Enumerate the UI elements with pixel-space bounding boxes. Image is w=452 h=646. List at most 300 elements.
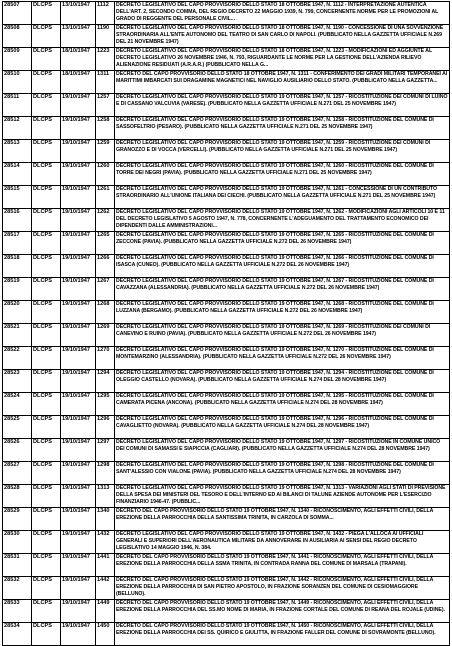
act-title: DECRETO LEGISLATIVO DEL CAPO PROVVISORIO DELLO STATO 19 OTTOBRE 1947, N. 1265 - RICOSTITUZIONE DEL COMUNE DI ZECCONE (PAVIA). (PUBBLICATO NELLA GAZZETTA UFFICIALE N.272 DEL 26 NOVEMBRE 1947): [116, 232, 434, 245]
act-title: DECRETO DEL CAPO PROVVISORIO DELLO STATO 19 OTTOBRE 1947, N. 1441 - RICONOSCIMENTO, AGLI EFFETTI CIVILI, DELLA EREZIONE DELLA PARROCCHIA DELLA SSMA TRINITA, IN CONTRADA RANNA DEL COMUNE DI MARSALA (TRAPANI).: [116, 554, 434, 567]
act-code: 1261: [97, 186, 110, 192]
act-title: DECRETO LEGISLATIVO DEL CAPO PROVVISORIO DELLO STATO 19 OTTOBRE 1947, N. 1296 - RICOSTITUZIONE DEL COMUNE DI CAVAGLIETTO (NOVARA). (PUBBLICATO NELLA GAZZETTA UFFICIALE N.274 DEL 28 NOVEMBRE 1947): [116, 416, 434, 429]
act-date-cell: [61, 25, 96, 48]
act-title-cell: [115, 577, 450, 600]
act-title: DECRETO LEGISLATIVO DEL CAPO PROVVISORIO DELLO STATO 19 OTTOBRE 1947, N. 1268 - RICOSTITUZIONE DEL COMUNE DI LUZZANA (BERGAMO). (PUBBLICATO NELLA GAZZETTA UFFICIALE N.272 DEL 26 NOVEMBRE 1947): [116, 301, 434, 314]
act-type-cell: [32, 347, 61, 370]
act-code-cell: [96, 278, 115, 301]
act-code-cell: [96, 71, 115, 94]
act-code: 1441: [97, 554, 110, 560]
entry-number-cell: [3, 508, 32, 531]
act-type: DLCPS: [33, 71, 52, 77]
act-type-cell: [32, 531, 61, 554]
act-date-cell: [61, 508, 96, 531]
act-code: 1311: [97, 71, 110, 77]
entry-number-cell: [3, 393, 32, 416]
entry-number: 28516: [4, 209, 20, 215]
act-type-cell: [32, 94, 61, 117]
entry-number: 28528: [4, 485, 20, 491]
act-title-cell: [115, 48, 450, 71]
act-code-cell: [96, 623, 115, 646]
act-code-cell: [96, 186, 115, 209]
entry-number: 28507: [4, 2, 20, 8]
act-code-cell: [96, 485, 115, 508]
act-date: 19/10/1947: [62, 531, 90, 537]
act-title-cell: [115, 370, 450, 393]
act-date: 19/10/1947: [62, 255, 90, 261]
table-row: [3, 186, 450, 209]
table-row: [3, 347, 450, 370]
act-code: 1265: [97, 232, 110, 238]
table-row: [3, 117, 450, 140]
act-title-cell: [115, 600, 450, 623]
act-title-cell: [115, 347, 450, 370]
act-date-cell: [61, 163, 96, 186]
act-code-cell: [96, 462, 115, 485]
entry-number: 28509: [4, 48, 20, 54]
act-date-cell: [61, 577, 96, 600]
entry-number-cell: [3, 439, 32, 462]
table-row: [3, 600, 450, 623]
entry-number: 28520: [4, 301, 20, 307]
act-type-cell: [32, 600, 61, 623]
act-date: 19/10/1947: [62, 370, 90, 376]
act-date: 19/10/1947: [62, 393, 90, 399]
entry-number: 28533: [4, 600, 20, 606]
act-type: DLCPS: [33, 117, 52, 123]
entry-number-cell: [3, 531, 32, 554]
act-date: 19/10/1947: [62, 623, 90, 629]
entry-number: 28519: [4, 278, 20, 284]
act-date: 13/10/1947: [62, 25, 90, 31]
act-title: DECRETO DEL CAPO PROVVISORIO DELLO STATO 19 OTTOBRE 1947, N. 1340 - RICONOSCIMENTO, AGLI EFFETTI CIVILI, DELLA EREZIONE DELLA PARROCCHIA DELLA SANTISSIMA TRINITA, IN CARZOLA DI SOMMA...: [116, 508, 434, 521]
entry-number-cell: [3, 577, 32, 600]
act-code: 1259: [97, 140, 110, 146]
act-code-cell: [96, 347, 115, 370]
act-type: DLCPS: [33, 25, 52, 31]
act-type-cell: [32, 485, 61, 508]
act-type-cell: [32, 416, 61, 439]
act-date-cell: [61, 531, 96, 554]
act-title-cell: [115, 462, 450, 485]
entry-number-cell: [3, 209, 32, 232]
act-title: DECRETO LEGISLATIVO DEL CAPO PROVVISORIO DELLO STATO 19 OTTOBRE 1947, N. 1294 - RICOSTITUZIONE DEL COMUNE DI OLEGGIO CASTELLO (NOVARA). (PUBBLICATO NELLA GAZZETTA UFFICIALE N.274 DEL 28 NOVEMBRE 1947): [116, 370, 434, 383]
act-date-cell: [61, 117, 96, 140]
act-title: DECRETO LEGISLATIVO DEL CAPO PROVVISORIO DELLO STATO 19 OTTOBRE 1947, N. 1257 - RICOSTITUZIONE DEI COMUNI DI LUINO E DI CASSANO VALCUVIA (VARESE). (PUBBLICATO NELLA GAZZETTA UFFICIALE N.271 DEL 25 NOVEMBRE 1947): [116, 94, 448, 107]
act-code-cell: [96, 439, 115, 462]
act-title-cell: [115, 25, 450, 48]
act-type-cell: [32, 71, 61, 94]
entry-number: 28524: [4, 393, 20, 399]
table-row: [3, 232, 450, 255]
act-code-cell: [96, 393, 115, 416]
entry-number: 28518: [4, 255, 20, 261]
act-type-cell: [32, 278, 61, 301]
act-code: 1266: [97, 255, 110, 261]
act-date-cell: [61, 485, 96, 508]
act-code: 1294: [97, 370, 110, 376]
act-type: DLCPS: [33, 232, 52, 238]
entry-number-cell: [3, 462, 32, 485]
act-date-cell: [61, 600, 96, 623]
act-code-cell: [96, 531, 115, 554]
entry-number-cell: [3, 232, 32, 255]
entry-number-cell: [3, 140, 32, 163]
act-title: DECRETO LEGISLATIVO DEL CAPO PROVVISORIO DELLO STATO 19 OTTOBRE 1947, N. 1432 - PIEGA L'ALLOCA AI UFFICIALI GENERALI E SUPERIORI DELL'AERONAUTICA MILITARE DA ANNOVERARE IN AUSILIARIA AI SENSI DEL REGIO DECRETO LEGISLATIVO 14 MAGGIO 1946, N. 384.: [116, 531, 424, 551]
table-row: [3, 531, 450, 554]
act-code: 1258: [97, 117, 110, 123]
act-type: DLCPS: [33, 278, 52, 284]
act-title: DECRETO LEGISLATIVO DEL CAPO PROVVISORIO DELLO STATO 19 OTTOBRE 1947, N. 1270 - RICOSTITUZIONE DEL COMUNE DI MONTEMARZINO (ALESSANDRIA). (PUBBLICATO NELLA GAZZETTA UFFICIALE N.272 DEL 26 NOVEMBRE 1947): [116, 347, 434, 360]
table-row: [3, 71, 450, 94]
entry-number: 28508: [4, 25, 20, 31]
act-title: DECRETO LEGISLATIVO DEL CAPO PROVVISORIO DELLO STATO 19 OTTOBRE 1947, N. 1298 - RICOSTITUZIONE DEL COMUNE DI SANT'ALESSIO CON VIALONE (PAVIA). (PUBBLICATO NELLA GAZZETTA UFFICIALE N.274 DEL 28 NOVEMBRE 1947): [116, 462, 434, 475]
entry-number-cell: [3, 554, 32, 577]
act-date-cell: [61, 324, 96, 347]
act-title: DECRETO LEGISLATIVO DEL CAPO PROVVISORIO DELLO STATO 19 OTTOBRE 1947, N. 1259 - RICOSTITUZIONE DEI COMUNI DI GRANOZZO E DI VOCCA (VERCELLI). (PUBBLICATO NELLA GAZZETTA UFFICIALE N.271 DEL 25 NOVEMBRE 1947): [116, 140, 431, 153]
act-date: 19/10/1947: [62, 439, 90, 445]
entry-number-cell: [3, 71, 32, 94]
entry-number-cell: [3, 324, 32, 347]
act-title-cell: [115, 232, 450, 255]
entry-number-cell: [3, 347, 32, 370]
act-date-cell: [61, 301, 96, 324]
act-date: 19/10/1947: [62, 163, 90, 169]
entry-number-cell: [3, 186, 32, 209]
act-code-cell: [96, 94, 115, 117]
act-title-cell: [115, 94, 450, 117]
act-date-cell: [61, 232, 96, 255]
act-code-cell: [96, 2, 115, 25]
act-date-cell: [61, 347, 96, 370]
act-code: 1268: [97, 301, 110, 307]
entry-number: 28534: [4, 623, 20, 629]
act-type-cell: [32, 577, 61, 600]
table-row: [3, 255, 450, 278]
act-title-cell: [115, 393, 450, 416]
act-date: 19/10/1947: [62, 485, 90, 491]
table-row: [3, 278, 450, 301]
act-date: 18/10/1947: [62, 71, 90, 77]
act-type-cell: [32, 140, 61, 163]
act-title-cell: [115, 623, 450, 646]
table-row: [3, 48, 450, 71]
act-date-cell: [61, 255, 96, 278]
table-row: [3, 393, 450, 416]
act-date-cell: [61, 186, 96, 209]
act-title: DECRETO LEGISLATIVO DEL CAPO PROVVISORIO DELLO STATO 19 OTTOBRE 1947, N. 1261 - CONCESSIONE DI UN CONTRIBUTO STRAORDINARIO ALL'UNIONE ITALIANA DEI CIECHI. (PUBBLICATO NELLA GAZZETTA UFFICIALE N.271 DEL 25 NOVEMBRE 1947): [116, 186, 437, 199]
act-code-cell: [96, 324, 115, 347]
act-code-cell: [96, 48, 115, 71]
act-title: DECRETO LEGISLATIVO DEL CAPO PROVVISORIO DELLO STATO 19 OTTOBRE 1947, N. 1269 - RICOSTITUZIONE DEI COMUNI DI CANEVINO E RUINO (PAVIA). (PUBBLICATO NELLA GAZZETTA UFFICIALE N.272 DEL 26 NOVEMBRE 1947): [116, 324, 431, 337]
act-code-cell: [96, 508, 115, 531]
act-code: 1260: [97, 163, 110, 169]
act-date-cell: [61, 370, 96, 393]
act-code: 1257: [97, 94, 110, 100]
table-row: [3, 485, 450, 508]
act-type: DLCPS: [33, 393, 52, 399]
act-title: DECRETO LEGISLATIVO DEL CAPO PROVVISORIO DELLO STATO 19 OTTOBRE 1947, N. 1260 - RICOSTITUZIONE DEL COMUNE DI TORRE DEI NEGRI (PAVIA). (PUBBLICATO NELLA GAZZETTA UFFICIALE N.271 DEL 25 NOVEMBRE 1947): [116, 163, 434, 176]
entry-number: 28515: [4, 186, 20, 192]
act-title: DECRETO LEGISLATIVO DEL CAPO PROVVISORIO DELLO STATO 18 OTTOBRE 1947, N. 1190 - CONCESSIONE DI UNA SOVVENZIONE STRAORDINARIA ALL'ENTE AUTONOMO DEL TEATRO DI SAN CARLO DI NAPOLI. (PUBBLICATO NELLA GAZZETTA UFFICIALE N.269 DEL 21 NOVEMBRE 1947): [116, 25, 444, 45]
entry-number-cell: [3, 94, 32, 117]
act-date-cell: [61, 278, 96, 301]
act-code-cell: [96, 600, 115, 623]
act-title-cell: [115, 301, 450, 324]
act-type-cell: [32, 508, 61, 531]
act-date: 19/10/1947: [62, 232, 90, 238]
act-date-cell: [61, 140, 96, 163]
table-row: [3, 577, 450, 600]
table-row: [3, 163, 450, 186]
act-code: 1298: [97, 462, 110, 468]
entry-number: 28527: [4, 462, 20, 468]
entry-number-cell: [3, 25, 32, 48]
entry-number-cell: [3, 370, 32, 393]
entry-number: 28517: [4, 232, 20, 238]
act-title: DECRETO LEGISLATIVO DEL CAPO PROVVISORIO DELLO STATO 19 OTTOBRE 1947, N. 1258 - RICOSTITUZIONE DEL COMUNE DI SASSOFELTRIO (PESARO). (PUBBLICATO NELLA GAZZETTA UFFICIALE N.271 DEL 25 NOVEMBRE 1947): [116, 117, 434, 130]
act-type-cell: [32, 439, 61, 462]
act-title-cell: [115, 485, 450, 508]
entry-number: 28526: [4, 439, 20, 445]
entry-number-cell: [3, 600, 32, 623]
act-title: DECRETO LEGISLATIVO DEL CAPO PROVVISORIO DELLO STATO 19 OTTOBRE 1947, N. 1262 - MODIFICAZIONI AGLI ARTICOLI 10 E 11 DEL DECRETO LEGISLATIVO 5 AGOSTO 1947, N. 778, CONCERNENTE L'ADEGUAMENTO DEL TRATTAMENTO ECONOMICO DEI DIPENDENTI DALLE AMMINISTRAZIONI...: [116, 209, 445, 229]
act-type: DLCPS: [33, 370, 52, 376]
act-date-cell: [61, 439, 96, 462]
act-date-cell: [61, 462, 96, 485]
act-type-cell: [32, 301, 61, 324]
act-date: 19/10/1947: [62, 600, 90, 606]
act-date: 19/10/1947: [62, 554, 90, 560]
act-type: DLCPS: [33, 163, 52, 169]
act-date-cell: [61, 623, 96, 646]
act-type: DLCPS: [33, 94, 52, 100]
act-type: DLCPS: [33, 48, 52, 54]
act-code: 1295: [97, 393, 110, 399]
act-type: DLCPS: [33, 508, 52, 514]
act-type-cell: [32, 623, 61, 646]
act-date: 19/10/1947: [62, 278, 90, 284]
entry-number: 28521: [4, 324, 20, 330]
act-code-cell: [96, 370, 115, 393]
act-date-cell: [61, 393, 96, 416]
act-date: 19/10/1947: [62, 462, 90, 468]
entry-number: 28510: [4, 71, 20, 77]
act-code: 1190: [97, 25, 110, 31]
act-date: 19/10/1947: [62, 508, 90, 514]
act-code-cell: [96, 301, 115, 324]
entry-number-cell: [3, 416, 32, 439]
act-code-cell: [96, 140, 115, 163]
act-code: 1296: [97, 416, 110, 422]
table-row: [3, 508, 450, 531]
act-code: 1223: [97, 48, 110, 54]
entry-number-cell: [3, 48, 32, 71]
act-title: DECRETO LEGISLATIVO DEL CAPO PROVVISORIO DELLO STATO 19 OTTOBRE 1947, N. 1266 - RICOSTITUZIONE DEL COMUNE DI ISASCA (CUNEO). (PUBBLICATO NELLA GAZZETTA UFFICIALE N.272 DEL 26 NOVEMBRE 1947): [116, 255, 434, 268]
act-date: 19/10/1947: [62, 416, 90, 422]
act-type-cell: [32, 163, 61, 186]
table-row: [3, 25, 450, 48]
act-type-cell: [32, 25, 61, 48]
act-type-cell: [32, 462, 61, 485]
act-type: DLCPS: [33, 577, 52, 583]
act-code: 1449: [97, 600, 110, 606]
act-code: 1269: [97, 324, 110, 330]
act-code: 1313: [97, 485, 110, 491]
act-type: DLCPS: [33, 600, 52, 606]
act-title-cell: [115, 209, 450, 232]
act-title: DECRETO LEGISLATIVO DEL CAPO PROVVISORIO DELLO STATO 19 OTTOBRE 1947, N. 1297 - RICOSTITUZIONE IN COMUNE UNICO DEI COMUNI DI SAMASSI E SIAPICCIA (CAGLIARI). (PUBBLICATO NELLA GAZZETTA UFFICIALE N.274 DEL 28 NOVEMBRE 1947): [116, 439, 441, 452]
decree-register-table: [2, 1, 450, 646]
act-code-cell: [96, 163, 115, 186]
entry-number: 28512: [4, 117, 20, 123]
act-code: 1262: [97, 209, 110, 215]
act-type-cell: [32, 324, 61, 347]
act-date: 19/10/1947: [62, 94, 90, 100]
table-row: [3, 370, 450, 393]
act-code: 1442: [97, 577, 110, 583]
table-row: [3, 462, 450, 485]
entry-number-cell: [3, 255, 32, 278]
act-date: 19/10/1947: [62, 577, 90, 583]
act-code: 1432: [97, 531, 110, 537]
act-code-cell: [96, 209, 115, 232]
table-row: [3, 324, 450, 347]
act-date: 18/10/1947: [62, 48, 90, 54]
act-date: 19/10/1947: [62, 301, 90, 307]
act-date-cell: [61, 2, 96, 25]
act-title-cell: [115, 416, 450, 439]
entry-number: 28513: [4, 140, 20, 146]
act-title-cell: [115, 71, 450, 94]
act-code-cell: [96, 577, 115, 600]
act-type: DLCPS: [33, 301, 52, 307]
act-type-cell: [32, 370, 61, 393]
entry-number-cell: [3, 485, 32, 508]
act-code: 1112: [97, 2, 109, 8]
act-type: DLCPS: [33, 186, 52, 192]
entry-number: 28511: [4, 94, 20, 100]
act-code-cell: [96, 255, 115, 278]
act-title-cell: [115, 439, 450, 462]
act-type: DLCPS: [33, 140, 52, 146]
act-title: DECRETO LEGISLATIVO DEL CAPO PROVVISORIO DELLO STATO 19 OTTOBRE 1947, N. 1295 - RICOSTITUZIONE DEL COMUNE DI CAMERATA PICENA (ANCONA). (PUBBLICATO NELLA GAZZETTA UFFICIALE N.274 DEL 28 NOVEMBRE 1947): [116, 393, 434, 406]
act-title-cell: [115, 255, 450, 278]
act-date: 19/10/1947: [62, 117, 90, 123]
table-row: [3, 416, 450, 439]
act-title: DECRETO LEGISLATIVO DEL CAPO PROVVISORIO DELLO STATO 19 OTTOBRE 1947, N. 1267 - RICOSTITUZIONE DEL COMUNE DI CAVAZZANA (ALESSANDRIA). (PUBBLICATO NELLA GAZZETTA UFFICIALE N.272 DEL 26 NOVEMBRE 1947): [116, 278, 434, 291]
act-type: DLCPS: [33, 462, 52, 468]
entry-number: 28514: [4, 163, 20, 169]
table-row: [3, 2, 450, 25]
entry-number-cell: [3, 117, 32, 140]
act-type: DLCPS: [33, 347, 52, 353]
act-type: DLCPS: [33, 485, 52, 491]
act-title-cell: [115, 531, 450, 554]
act-title: DECRETO DEL CAPO PROVVISORIO DELLO STATO 19 OTTOBRE 1947, N. 1442 - RICONOSCIMENTO, AGLI EFFETTI CIVILI, DELLA EREZIONE DELLA PARROCCHIA DI SAN PIETRO APOSTOLO, IN FRAZIONE SORANZEN DEL COMUNE DI CESIOMAGGIORE (BELLUNO).: [116, 577, 434, 597]
act-type-cell: [32, 232, 61, 255]
act-title: DECRETO LEGISLATIVO DEL CAPO PROVVISORIO DELLO STATO 18 OTTOBRE 1947, N. 1112 - INTERPRETAZIONE AUTENTICA DELL'ART. 2, SECONDO COMMA, DEL REGIO DECRETO 22 MAGGIO 1939, N. 799, CONCERNENTE NORME PER LE PROMOZIONI AL GRADO DI REGGENTE DEL PERSONALE CIVIL...: [116, 2, 439, 22]
act-code-cell: [96, 25, 115, 48]
act-date-cell: [61, 71, 96, 94]
act-type: DLCPS: [33, 209, 52, 215]
act-type: DLCPS: [33, 324, 52, 330]
entry-number-cell: [3, 2, 32, 25]
act-date: 19/10/1947: [62, 324, 90, 330]
entry-number: 28530: [4, 531, 20, 537]
act-date-cell: [61, 48, 96, 71]
entry-number: 28523: [4, 370, 20, 376]
act-title: DECRETO DEL CAPO PROVVISORIO DELLO STATO 19 OTTOBRE 1947, N. 1449 - RICONOSCIMENTO, AGLI EFFETTI CIVILI, DELLA EREZIONE DELLA PARROCCHIA DEL SS.MO NOME DI MARIA, IN FRAZIONE CORTALE DEL COMUNE DI REANA DEL ROJALE (UDINE).: [116, 600, 445, 613]
act-date: 19/10/1947: [62, 347, 90, 353]
act-type-cell: [32, 117, 61, 140]
entry-number-cell: [3, 163, 32, 186]
act-date-cell: [61, 416, 96, 439]
act-title-cell: [115, 2, 450, 25]
act-type: DLCPS: [33, 255, 52, 261]
entry-number-cell: [3, 301, 32, 324]
act-date-cell: [61, 209, 96, 232]
act-date: 19/10/1947: [62, 140, 90, 146]
act-type: DLCPS: [33, 531, 52, 537]
act-code-cell: [96, 554, 115, 577]
table-row: [3, 623, 450, 646]
act-date: 13/10/1947: [62, 2, 90, 8]
act-title: DECRETO DEL CAPO PROVVISORIO DELLO STATO 19 OTTOBRE 1947, N. 1450 - RICONOSCIMENTO, AGLI EFFETTI CIVILI, DELLA EREZIONE DELLA PARROCCHIA DEI SS. QUIRICO E GIULITTA, IN FRAZIONE FALLER DEL COMUNE DI SOVRAMONTE (BELLUNO).: [116, 623, 436, 636]
act-title-cell: [115, 278, 450, 301]
act-type-cell: [32, 48, 61, 71]
act-title: DECRETO DEL CAPO PROVVISORIO DELLO STATO 18 OTTOBRE 1947, N. 1311 - CONFERIMENTO DEI GRADI MILITARI TEMPORANEI AI MARITTIMI IMBARCATI SUI DRAGAMINE MAGNETICI NEL NAVIGLIO AUSILIARIO DELLO STATO. (PUBBLICATO NELLA GAZZETTA...: [116, 71, 448, 84]
act-type: DLCPS: [33, 554, 52, 560]
table-row: [3, 439, 450, 462]
act-type-cell: [32, 554, 61, 577]
register-body: [3, 2, 450, 646]
act-type-cell: [32, 209, 61, 232]
act-type-cell: [32, 2, 61, 25]
act-title: DECRETO LEGISLATIVO DEL CAPO PROVVISORIO DELLO STATO 19 OTTOBRE 1947, N. 1313 - VARIAZIONI AGLI STATI DI PREVISIONE DELLA SPESA DEI MINISTERI DEL TESORO E DELL'INTERNO ED AI BILANCI DI TALUNE AZIENDE AUTONOME PER L'ESERCIZIO FINANZIARIO 1946-47. (PUBBLIC...: [116, 485, 446, 505]
act-title-cell: [115, 324, 450, 347]
act-title-cell: [115, 163, 450, 186]
entry-number-cell: [3, 623, 32, 646]
entry-number: 28532: [4, 577, 20, 583]
act-code: 1267: [97, 278, 110, 284]
table-row: [3, 140, 450, 163]
act-type-cell: [32, 255, 61, 278]
act-code-cell: [96, 117, 115, 140]
act-date-cell: [61, 554, 96, 577]
act-title-cell: [115, 554, 450, 577]
act-title-cell: [115, 140, 450, 163]
act-type-cell: [32, 393, 61, 416]
act-date-cell: [61, 94, 96, 117]
act-type: DLCPS: [33, 439, 52, 445]
act-code-cell: [96, 416, 115, 439]
act-title-cell: [115, 117, 450, 140]
act-code: 1450: [97, 623, 110, 629]
table-row: [3, 209, 450, 232]
act-code: 1340: [97, 508, 110, 514]
entry-number: 28522: [4, 347, 20, 353]
act-type-cell: [32, 186, 61, 209]
act-date: 19/10/1947: [62, 186, 90, 192]
table-row: [3, 301, 450, 324]
table-row: [3, 94, 450, 117]
act-date: 19/10/1947: [62, 209, 90, 215]
act-title-cell: [115, 186, 450, 209]
act-title-cell: [115, 508, 450, 531]
entry-number-cell: [3, 278, 32, 301]
act-code: 1297: [97, 439, 110, 445]
